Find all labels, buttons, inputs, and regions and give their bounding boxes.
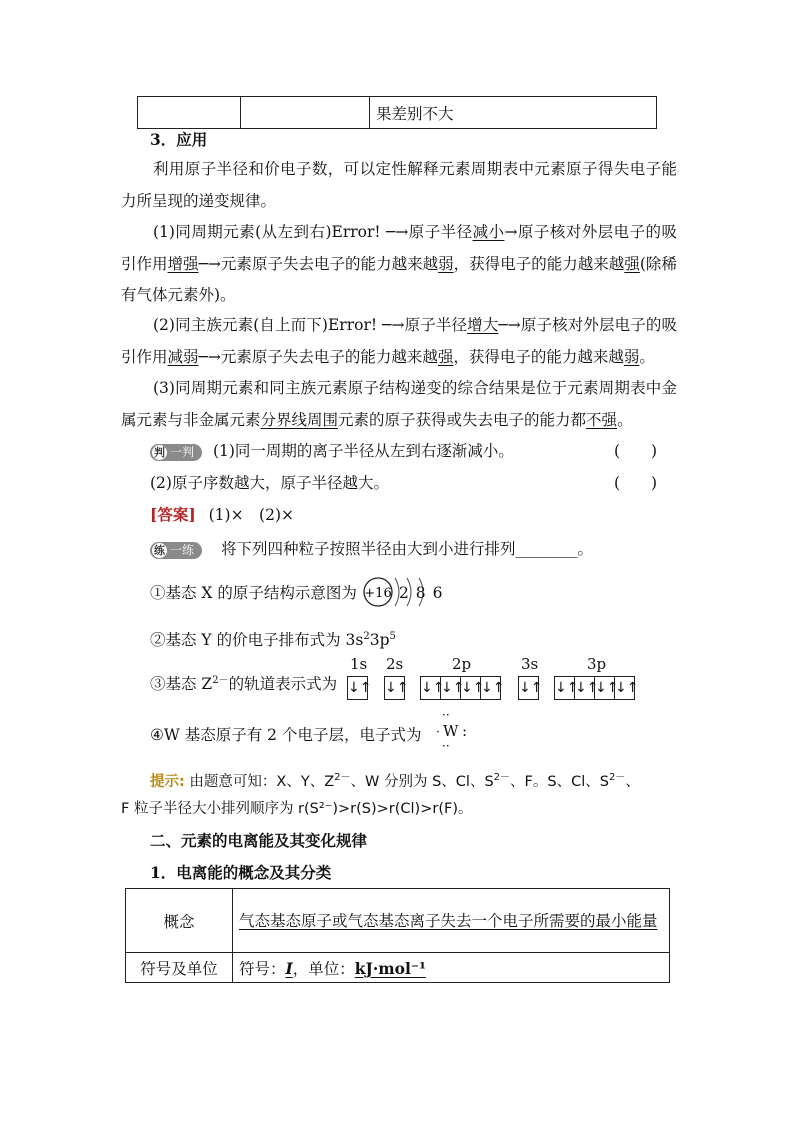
judge-question-2: (2)原子序数越大，原子半径越大。 [150,474,389,492]
orbital-group-1s [347,676,372,700]
practice-item-2: ②基态 Y 的价电子排布式为 $3s^23p^5$ [150,631,396,650]
hint-line-2: F 粒子半径大小排列顺序为 r(S²⁻)>r(S)>r(Cl)>r(F)。 [121,801,473,817]
section-two-subheading: 1．电离能的概念及其分类 [150,863,332,882]
table-row [126,953,670,983]
orbital-group-2p [420,676,505,700]
judge-badge: 判 一判 [150,444,202,461]
practice-item-4: ④W 基态原子有 2 个电子层，电子式为 [150,726,422,744]
orbital-box: ↓↑ [518,676,539,700]
paragraph-1: (1)同周期元素(从左到右)Error! ─→原子半径减小→原子核对外层电子的吸引作用增强─→元素原子失去电子的能力越来越弱，获得电子的能力越来越强(除稀有气体元素外)。 [121,223,677,304]
table-label-cell: 概念 [126,889,233,953]
practice-badge: 练 一练 [150,542,202,559]
answer-parenthesis: ( ) [614,442,658,460]
empty-cell [138,97,241,129]
table-value-cell: 气态基态原子或气态基态离子失去一个电子所需要的最小能量 [233,889,670,953]
orbital-label-3s: 3s [521,655,539,673]
orbital-label-2s: 2s [386,655,404,673]
orbital-box: ↓↑ [614,676,635,700]
hint-label: 提示: [150,773,185,790]
section-two-heading: 二、元素的电离能及其变化规律 [150,831,368,850]
orbital-box: ↓↑ [384,676,405,700]
orbital-box: ↓↑ [420,676,441,700]
practice-item-3: ③基态 $Z^{2-}$的轨道表示式为 [150,675,338,694]
orbital-label-2p: 2p [452,655,472,673]
paragraph-2: (2)同主族元素(自上而下)Error! ─→原子半径增大─→原子核对外层电子的吸引作用减弱─→元素原子失去电子的能力越来越强，获得电子的能力越来越弱。 [121,316,677,366]
dot-colon-right: : [462,722,468,740]
intro-paragraph: 利用原子半径和价电子数，可以定性解释元素周期表中元素原子得失电子能力所呈现的递变规律。 [121,160,677,210]
dot-left: · [436,725,440,739]
electron-dot-formula [436,708,476,756]
table-cell: 果差别不大 [370,97,657,129]
orbital-group-3s [518,676,543,700]
table-value-cell: 符号：I，单位：kJ·mol⁻¹ [233,953,670,983]
orbital-group-3p [554,676,639,700]
judge-question-1: 判 一判 (1)同一周期的离子半径从左到右逐渐减小。 [150,439,514,463]
electron-shell-counts: 2 8 6 [399,584,444,602]
orbital-label-1s: 1s [350,655,368,673]
element-symbol: W [443,722,459,740]
practice-prompt: 练 一练 将下列四种粒子按照半径由大到小进行排列________。 [150,536,593,562]
orbital-box: ↓↑ [574,676,595,700]
orbital-box: ↓↑ [554,676,575,700]
orbital-group-2s [384,676,409,700]
top-table-fragment [137,96,657,129]
dots-bottom: ·· [442,739,450,753]
answer-parenthesis: ( ) [614,474,658,492]
orbital-box: ↓↑ [347,676,368,700]
ionization-table [125,888,670,983]
table-row [126,889,670,953]
paragraph-3: (3)同周期元素和同主族元素原子结构递变的综合结果是位于元素周期表中金属元素与非金属元素分界线周围元素的原子获得或失去电子的能力都不强。 [121,379,677,429]
practice-item-1: ①基态 X 的原子结构示意图为 [150,584,357,602]
table-label-cell: 符号及单位 [126,953,233,983]
section-heading: 3．应用 [150,130,208,149]
empty-cell [241,97,370,129]
judge-answer: [答案] (1)× (2)× [150,505,294,524]
orbital-box: ↓↑ [594,676,615,700]
orbital-box: ↓↑ [460,676,481,700]
hint-line-1: 提示: 由题意可知：X、Y、$Z^{2-}$、W 分别为 S、Cl、$S^{2-}$、F。S、Cl、$S^{2-}$、 [150,772,640,790]
dots-top: ·· [442,708,450,722]
nucleus-charge: +16 [364,586,392,601]
orbital-box: ↓↑ [440,676,461,700]
orbital-label-3p: 3p [587,655,607,673]
orbital-box: ↓↑ [480,676,501,700]
